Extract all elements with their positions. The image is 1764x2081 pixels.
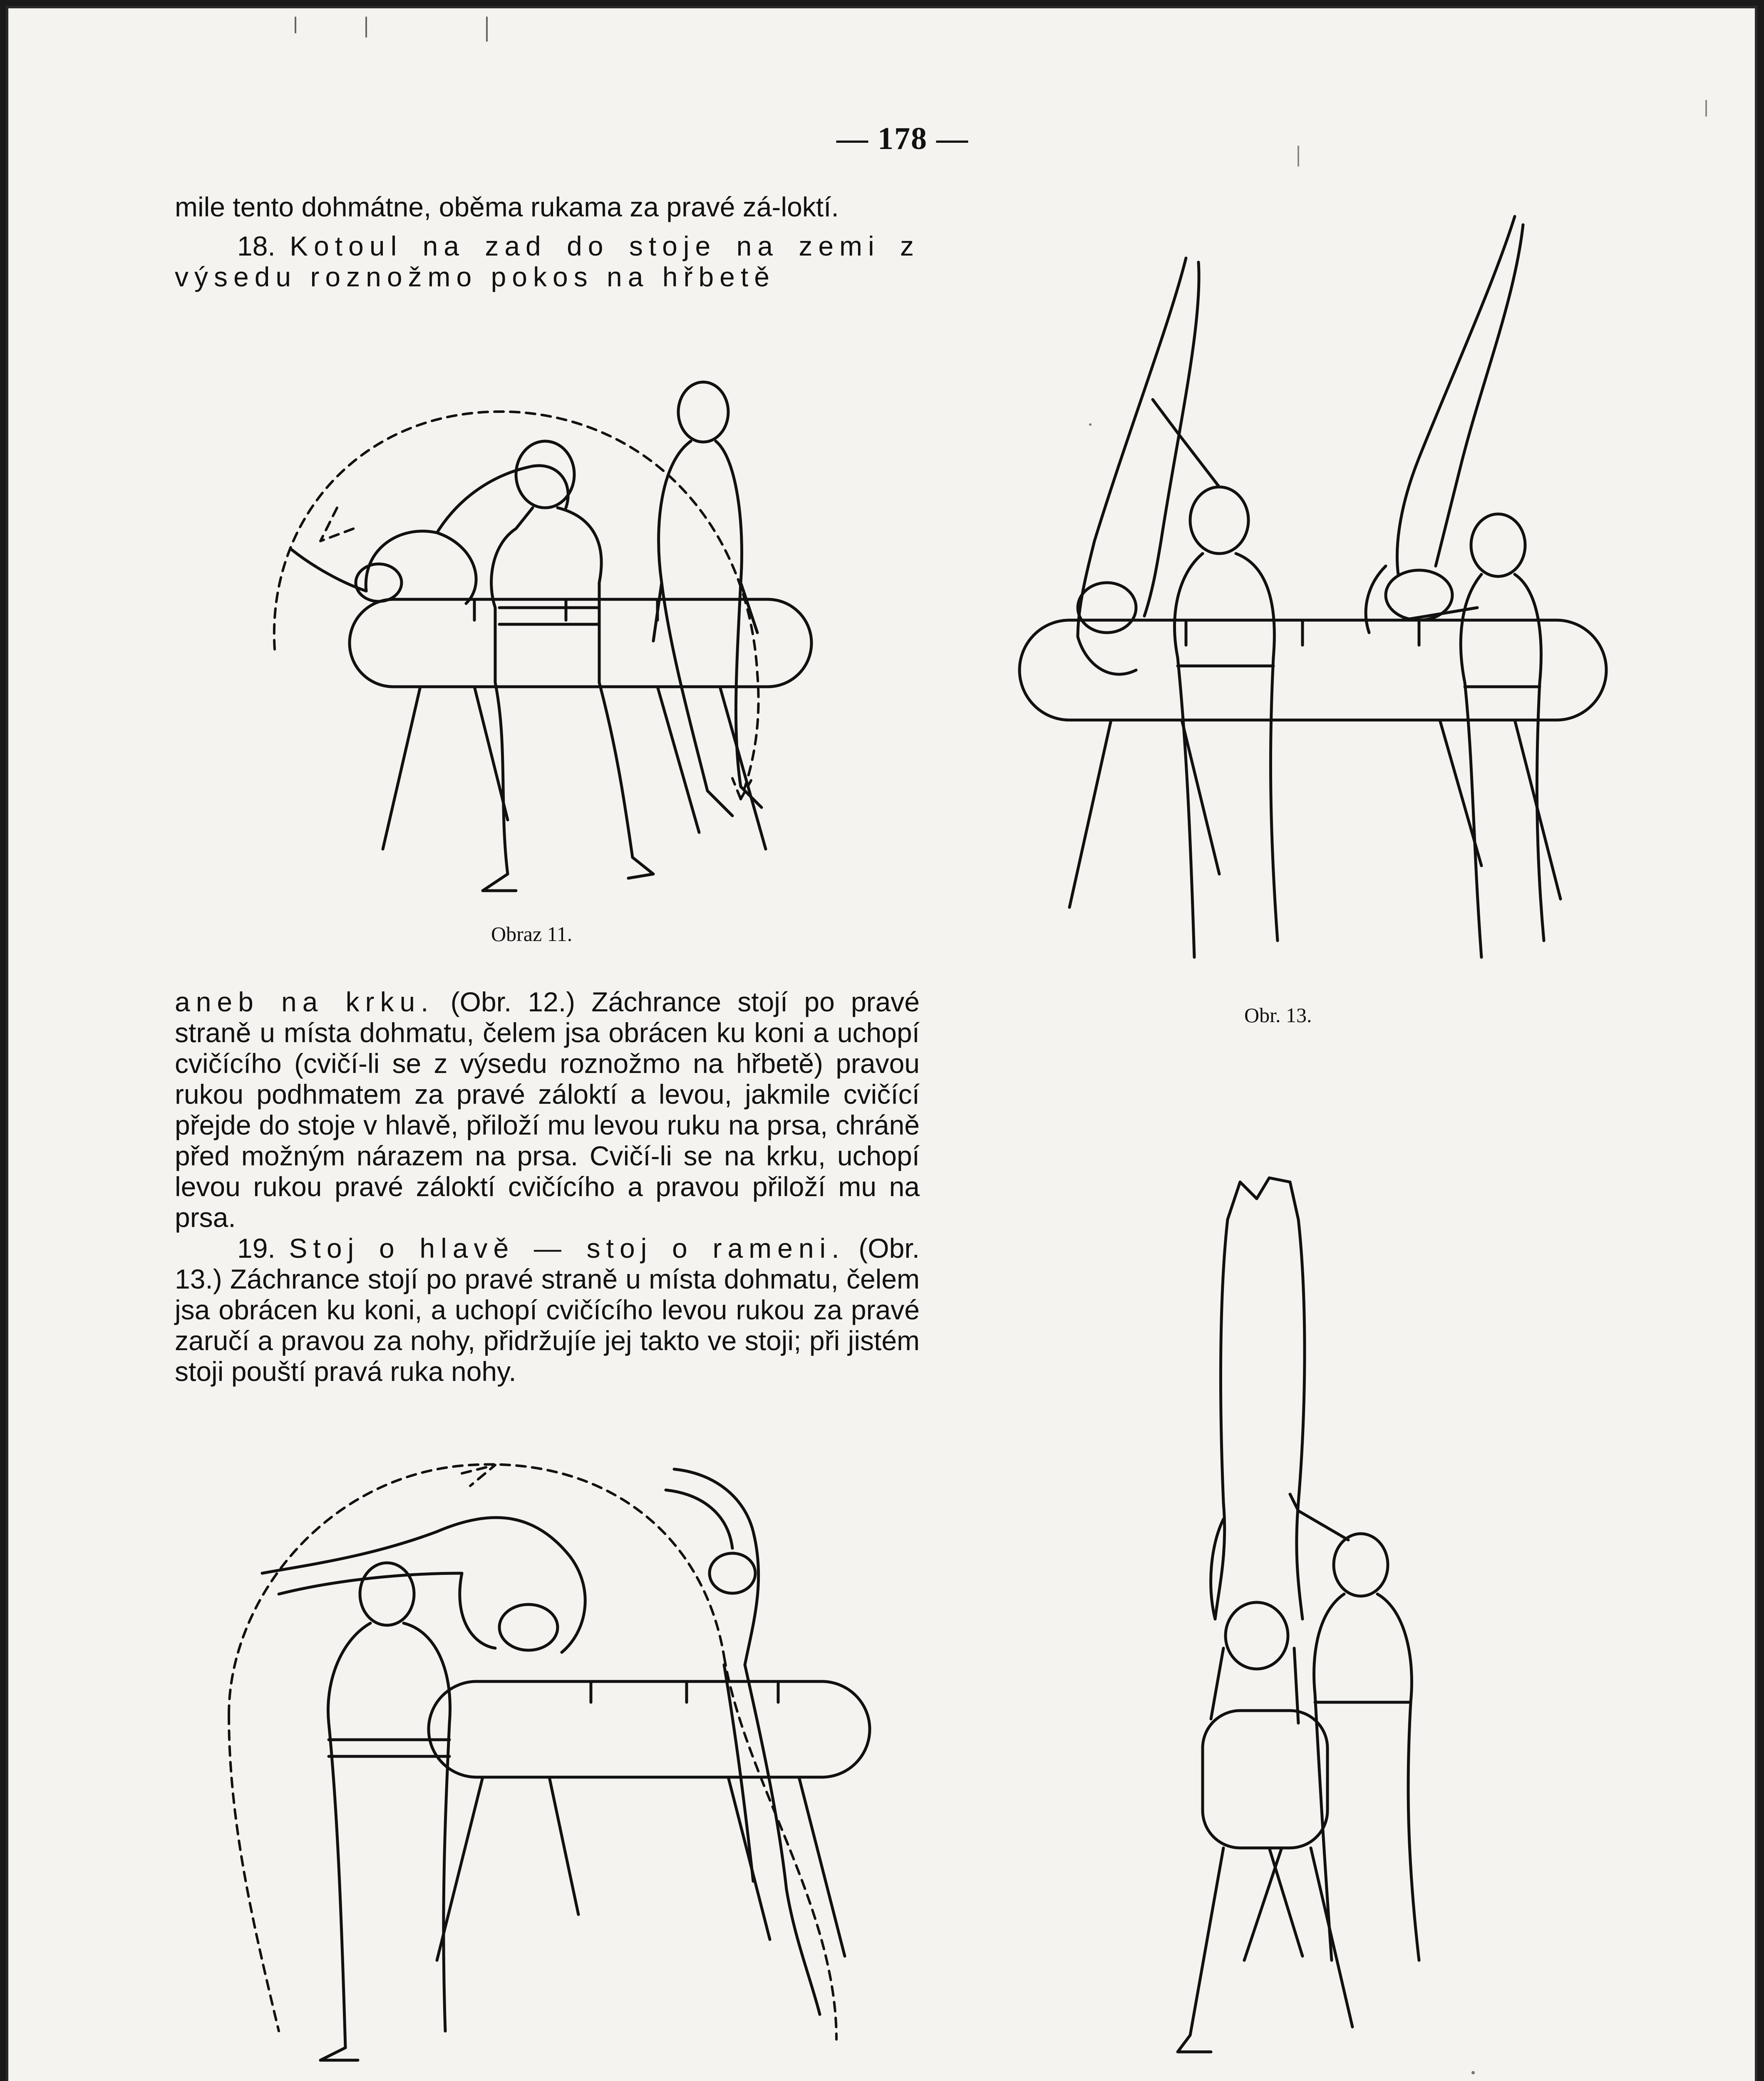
paragraph-19-title: Stoj o hlavě — stoj o rameni. [289,1233,845,1264]
paragraph-19-number: 19. [237,1233,275,1264]
paragraph-intro: mile tento dohmátne, oběma rukama za pravé zá-loktí. [175,191,839,222]
paragraph-19-rest: (Obr. 13.) Záchrance stojí po pravé straně u místa dohmatu, čelem jsa obrácen ku koni, a uchopí cvičícího levou rukou za pravé zaručí a pravou za nohy, přidržujíe jej takto ve stoji; při jistém stoji pouští pravá ruka nohy. [175,1233,920,1387]
scanned-page [6,6,1757,2081]
paragraph-aneb-rest: (Obr. 12.) Záchrance stojí po pravé straně u místa dohmatu, čelem jsa obrácen ku koni a uchopí cvičícího (cvičí-li se z výsedu roznožmo na hřbetě) pravou rukou podhmatem za pravé záloktí a levou, jakmile cvičící přejde do stoje v hlavě, přiloží mu levou ruku na prsa, chráně před možným nárazem na prsa. Cvičí-li se na krku, uchopí levou rukou pravé záloktí cvičícího a pravou přiloží mu na prsa. [175,986,920,1233]
paragraph-18-number: 18. [237,231,275,261]
caption-obraz-11: Obraz 11. [491,922,573,946]
paragraph-18-title: Kotoul na zad do stoje na zemi z výsedu roznožmo pokos na hřbetě [175,231,920,292]
caption-obr-13: Obr. 13. [1244,1003,1312,1027]
scan-artifacts [8,8,1757,2081]
paragraph-aneb-spaced: aneb na krku. [175,986,434,1017]
page-number: — 178 — [836,121,969,156]
